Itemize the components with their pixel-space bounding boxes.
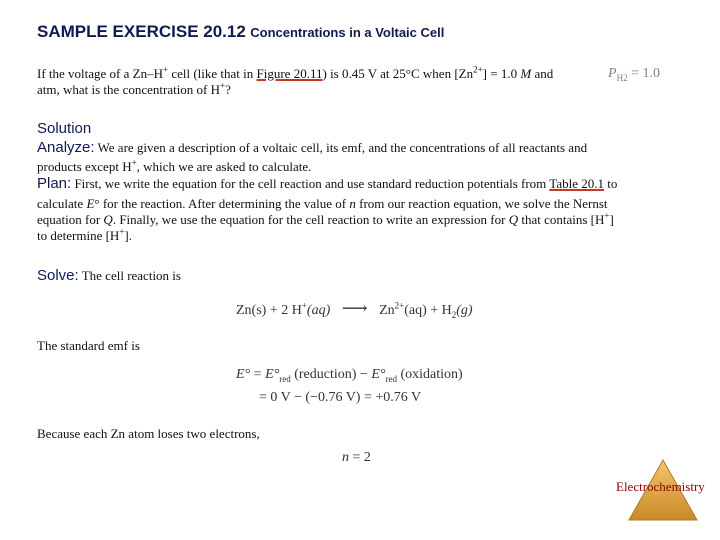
italic-text: M	[520, 66, 532, 81]
analyze-text: , which we are asked to calculate.	[136, 159, 312, 174]
equation-term: E°	[265, 367, 280, 382]
plan-text: that contains [H	[518, 212, 605, 227]
analyze-label: Analyze:	[37, 139, 95, 156]
plan-text: to determine [H	[37, 228, 120, 243]
analyze-text: products except H	[37, 159, 132, 174]
equation-term: =	[250, 367, 266, 382]
plan-text: ° for the reaction. After determining the value of	[94, 196, 350, 211]
equation-term: (g)	[456, 303, 473, 318]
analyze-section-line2	[37, 159, 672, 175]
plan-text: equation for	[37, 212, 104, 227]
superscript: 2+	[394, 300, 405, 311]
problem-text: atm, what is the concentration of H	[37, 82, 221, 97]
superscript: +	[162, 64, 169, 75]
problem-text: ) is 0.45 V at 25°C when [Zn	[322, 66, 474, 81]
subscript: 2	[623, 72, 628, 83]
plan-text: calculate	[37, 196, 87, 211]
italic-text: E	[86, 196, 95, 211]
emf-equation-line1	[236, 367, 463, 383]
solve-text: The cell reaction is	[78, 268, 181, 283]
equation-term: (aq) + H	[404, 303, 452, 318]
figure-link[interactable]: Figure 20.11	[256, 66, 323, 81]
pressure-value: = 1.0	[627, 66, 660, 81]
subscript: red	[385, 373, 397, 384]
plan-text: ].	[124, 228, 132, 243]
electrochemistry-link[interactable]: Electrochemistry	[616, 479, 705, 494]
problem-text: ?	[225, 82, 231, 97]
emf-equation-line2: = 0 V − (−0.76 V) = +0.76 V	[259, 390, 422, 405]
plan-text: First, we write the equation for the cell reaction and use standard reduction potentials from	[71, 176, 550, 191]
superscript: +	[604, 210, 610, 221]
cell-reaction-equation	[236, 298, 473, 319]
solution-heading: Solution	[37, 120, 92, 137]
italic-text: n	[349, 196, 356, 211]
equation-term: = 2	[349, 450, 371, 465]
plan-section	[37, 176, 707, 192]
page-title	[37, 22, 444, 42]
equation-term: Zn	[379, 303, 395, 318]
plan-text: to	[603, 176, 618, 191]
exercise-number: SAMPLE EXERCISE 20.12	[37, 22, 246, 41]
problem-text: and	[531, 66, 554, 81]
plan-text: from our reaction equation, we solve the Nernst	[355, 196, 608, 211]
equation-term: (aq)	[306, 303, 331, 318]
reaction-arrow-icon: ⟶	[341, 298, 368, 318]
equation-term: (oxidation)	[396, 367, 463, 382]
problem-text: cell (like that in	[168, 66, 257, 81]
equation-term: Zn(s) + 2 H	[236, 303, 302, 318]
equation-term: n	[342, 450, 349, 465]
equation-term: E°	[371, 367, 386, 382]
solve-label: Solve:	[37, 267, 79, 284]
plan-text: ]	[609, 212, 614, 227]
subscript: red	[279, 373, 291, 384]
analyze-section	[37, 140, 697, 156]
analyze-text: We are given a description of a voltaic cell, its emf, and the concentrations of all reactants and	[94, 140, 588, 155]
plan-text: . Finally, we use the equation for the cell reaction to write an expression for	[112, 212, 509, 227]
problem-text: ] = 1.0	[482, 66, 521, 81]
emf-statement: The standard emf is	[37, 338, 140, 353]
plan-line3	[37, 212, 672, 228]
equation-term: E°	[236, 367, 251, 382]
plan-line2	[37, 196, 672, 212]
italic-text: Q	[508, 212, 519, 227]
because-statement: Because each Zn atom loses two electrons,	[37, 426, 260, 441]
pressure-expression	[608, 66, 660, 82]
superscript: +	[301, 300, 307, 311]
italic-text: Q	[103, 212, 113, 227]
superscript: +	[119, 226, 125, 237]
table-link[interactable]: Table 20.1	[549, 176, 604, 191]
problem-text: If the voltage of a Zn–H	[37, 66, 163, 81]
equation-term: (reduction) −	[290, 367, 372, 382]
superscript: +	[131, 157, 137, 168]
superscript: 2+	[473, 64, 483, 75]
problem-statement	[37, 66, 607, 98]
n-equation	[342, 450, 371, 466]
subscript: 2	[451, 309, 457, 320]
solve-section	[37, 268, 672, 284]
exercise-subtitle: Concentrations in a Voltaic Cell	[250, 25, 445, 40]
superscript: +	[220, 80, 226, 91]
plan-line4	[37, 228, 672, 244]
pressure-symbol: P	[608, 66, 617, 81]
plan-label: Plan:	[37, 175, 72, 192]
subscript: H	[616, 72, 624, 83]
